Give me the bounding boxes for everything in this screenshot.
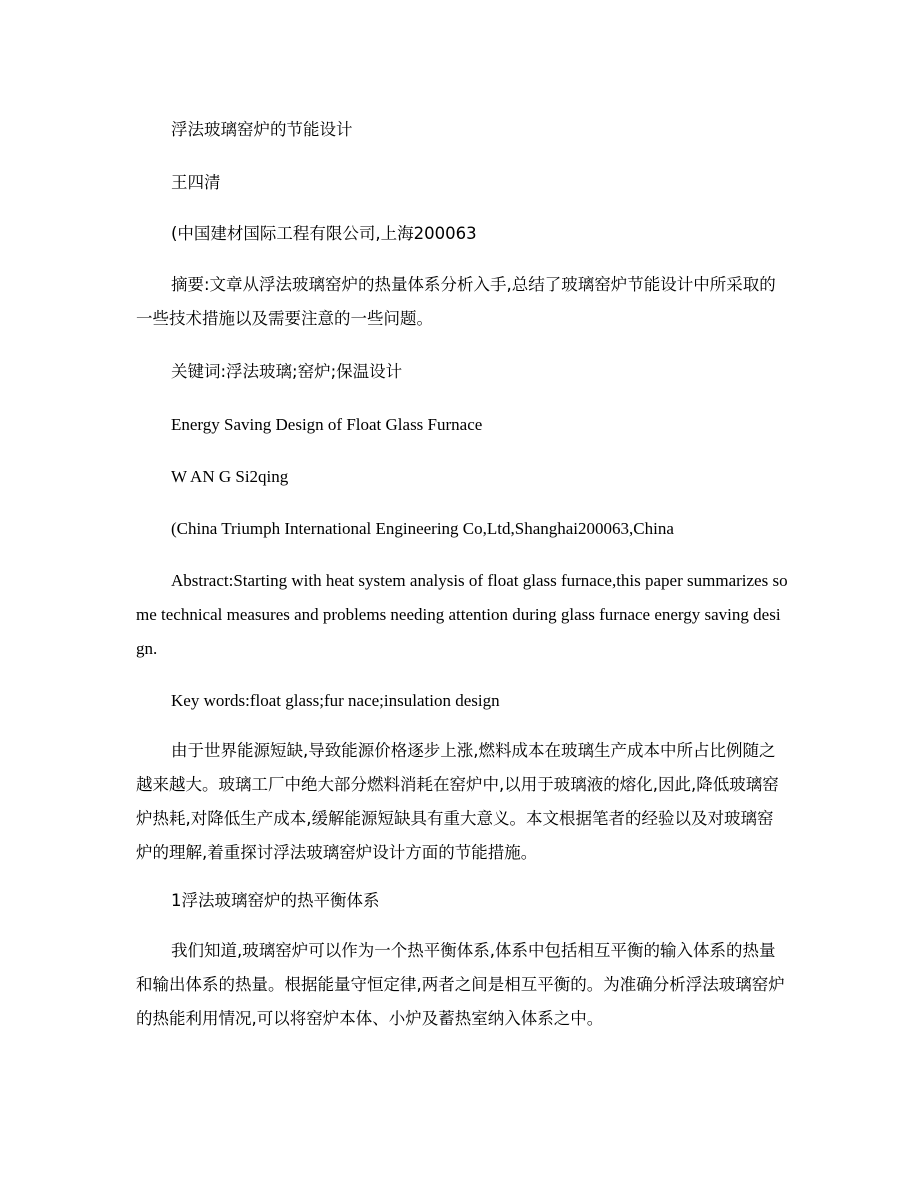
intro-paragraph: 由于世界能源短缺,导致能源价格逐步上涨,燃料成本在玻璃生产成本中所占比例随之越来越大。玻璃工厂中绝大部分燃料消耗在窑炉中,以用于玻璃液的熔化,因此,降低玻璃窑炉热耗,对降低生产成本,缓解能源短缺具有重大意义。本文根据笔者的经验以及对玻璃窑炉的理解,着重探讨浮法玻璃窑炉设计方面的节能措施。 bbox=[136, 741, 779, 862]
section1-heading: 1浮法玻璃窑炉的热平衡体系 bbox=[171, 891, 380, 910]
affiliation-cn: (中国建材国际工程有限公司,上海200063 bbox=[171, 224, 477, 243]
title-cn: 浮法玻璃窑炉的节能设计 bbox=[171, 120, 353, 139]
abstract-en: Abstract:Starting with heat system analysis of float glass furnace,this paper summarizes some technical measures and problems needing attention during glass furnace energy saving design. bbox=[136, 571, 788, 658]
author-cn: 王四清 bbox=[171, 173, 221, 192]
title-en: Energy Saving Design of Float Glass Furnace bbox=[171, 415, 483, 434]
affiliation-en: (China Triumph International Engineering Co,Ltd,Shanghai200063,China bbox=[171, 519, 674, 538]
keywords-cn: 关键词:浮法玻璃;窑炉;保温设计 bbox=[171, 362, 403, 381]
keywords-en: Key words:float glass;fur nace;insulation design bbox=[171, 691, 500, 710]
abstract-cn: 摘要:文章从浮法玻璃窑炉的热量体系分析入手,总结了玻璃窑炉节能设计中所采取的一些技术措施以及需要注意的一些问题。 bbox=[136, 275, 776, 328]
section1-paragraph: 我们知道,玻璃窑炉可以作为一个热平衡体系,体系中包括相互平衡的输入体系的热量和输出体系的热量。根据能量守恒定律,两者之间是相互平衡的。为准确分析浮法玻璃窑炉的热能利用情况,可以将窑炉本体、小炉及蓄热室纳入体系之中。 bbox=[136, 941, 785, 1028]
author-en: W AN G Si2qing bbox=[171, 467, 289, 486]
